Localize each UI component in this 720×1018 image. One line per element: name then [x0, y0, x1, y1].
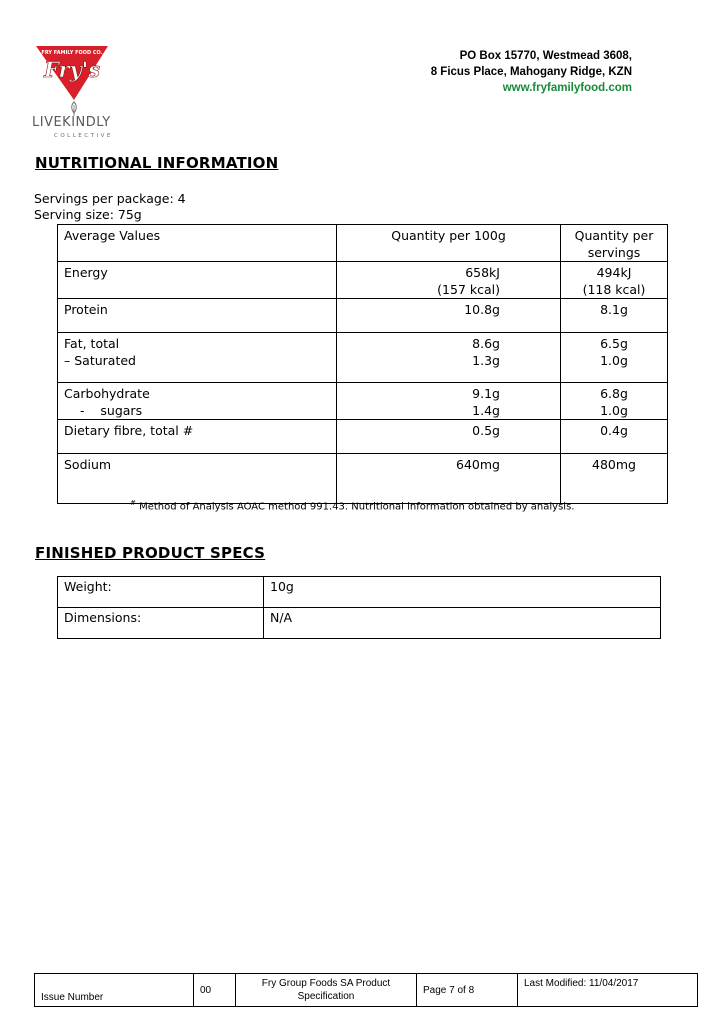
nutrition-table: [57, 224, 668, 504]
livekindly-subtitle: COLLECTIVE: [54, 133, 113, 139]
specs-heading: FINISHED PRODUCT SPECS: [35, 544, 266, 562]
value-per-serving-sub: 1.0g: [600, 403, 628, 418]
row-sub-label: – Saturated: [64, 353, 136, 368]
row-label: Protein: [64, 302, 108, 317]
value-per-serving-sub: (118 kcal): [582, 282, 646, 297]
logo-brand-text: Fry's: [43, 57, 101, 82]
value-per-100g: 8.6g: [472, 336, 500, 351]
last-modified: Last Modified: 11/04/2017: [518, 974, 698, 1007]
table-row: [58, 383, 668, 420]
livekindly-logo: [32, 101, 116, 149]
value-per-100g-sub: 1.3g: [472, 353, 500, 368]
value-per-serving: 6.8g: [600, 386, 628, 401]
column-header: Average Values: [58, 225, 337, 262]
column-header: Quantity per servings: [561, 225, 668, 262]
value-per-100g: 0.5g: [472, 423, 500, 438]
value-per-serving: 0.4g: [600, 423, 628, 438]
table-row: [58, 333, 668, 383]
value-per-100g: 10.8g: [464, 302, 500, 317]
address-line-1: PO Box 15770, Westmead 3608,: [459, 50, 632, 62]
specs-table: [57, 576, 661, 639]
value-per-100g-sub: (157 kcal): [437, 282, 500, 297]
spec-value: 10g: [264, 577, 661, 608]
value-per-serving: 494kJ: [596, 265, 632, 280]
footnote: [130, 499, 574, 512]
issue-number-label: Issue Number: [35, 974, 194, 1007]
value-per-serving: 480mg: [592, 457, 636, 472]
row-label: Energy: [64, 265, 108, 280]
value-per-100g-sub: 1.4g: [472, 403, 500, 418]
row-label: Fat, total: [64, 336, 120, 351]
value-per-serving-sub: 1.0g: [600, 353, 628, 368]
value-per-100g: 640mg: [456, 457, 500, 472]
serving-size: Serving size: 75g: [34, 207, 142, 222]
spec-value: N/A: [264, 608, 661, 639]
document-title-line-1: Fry Group Foods SA Product: [261, 978, 391, 989]
table-row: [58, 299, 668, 333]
column-header: Quantity per 100g: [337, 225, 561, 262]
nutrition-heading: NUTRITIONAL INFORMATION: [35, 154, 279, 172]
spec-label: Weight:: [58, 577, 264, 608]
row-sub-label: - sugars: [80, 403, 143, 418]
row-label: Dietary fibre, total #: [64, 423, 194, 438]
table-row: [58, 420, 668, 454]
footnote-text: Method of Analysis AOAC method 991.43. Nutritional information obtained by analysis.: [139, 501, 575, 513]
table-row: [58, 262, 668, 299]
livekindly-wordmark: LIVEKINDLY: [32, 115, 111, 130]
row-label: Sodium: [64, 457, 112, 472]
document-footer: [34, 973, 698, 1007]
value-per-100g: 658kJ: [465, 265, 500, 280]
value-per-serving: 8.1g: [600, 302, 628, 317]
website-link[interactable]: www.fryfamilyfood.com: [502, 82, 632, 94]
document-title: [236, 974, 417, 1007]
spec-label: Dimensions:: [58, 608, 264, 639]
document-title-line-2: Specification: [297, 991, 355, 1002]
value-per-100g: 9.1g: [472, 386, 500, 401]
issue-number-value: 00: [194, 974, 236, 1007]
logo-top-text: FRY FAMILY FOOD CO.: [41, 50, 103, 56]
address-line-2: 8 Ficus Place, Mahogany Ridge, KZN: [430, 66, 632, 78]
table-row: [58, 577, 661, 608]
table-row: [58, 454, 668, 504]
page-number: Page 7 of 8: [417, 974, 518, 1007]
table-header-row: [58, 225, 668, 262]
servings-per-package: Servings per package: 4: [34, 191, 186, 206]
frys-logo: [34, 40, 110, 102]
row-label: Carbohydrate: [64, 386, 150, 401]
value-per-serving: 6.5g: [600, 336, 628, 351]
table-row: [58, 608, 661, 639]
footnote-mark: #: [130, 499, 136, 507]
